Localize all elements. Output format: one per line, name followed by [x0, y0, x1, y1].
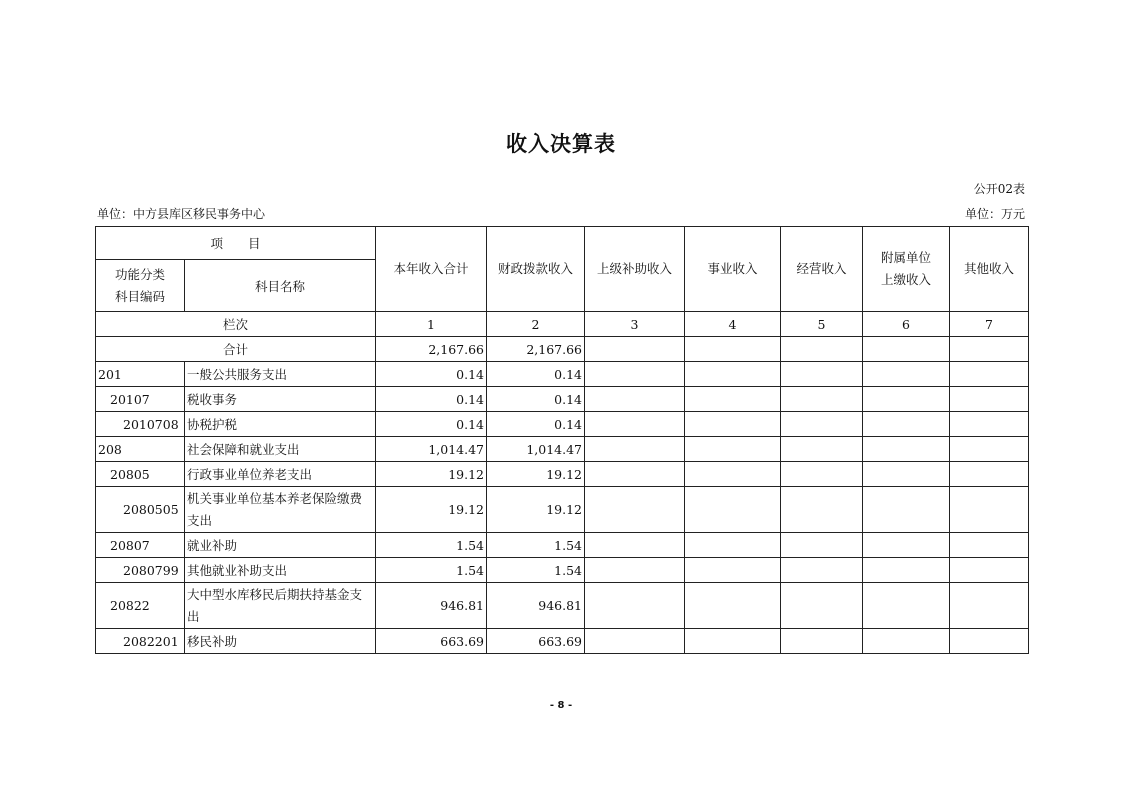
row-name: 就业补助 — [185, 533, 376, 558]
row-value-3 — [585, 462, 685, 487]
form-number: 公开02表 — [973, 182, 1025, 196]
header-col-2: 财政拨款收入 — [487, 227, 585, 312]
row-value-3 — [585, 362, 685, 387]
row-value-4 — [685, 437, 781, 462]
row-name: 行政事业单位养老支出 — [185, 462, 376, 487]
row-value-3 — [585, 387, 685, 412]
serial-6: 6 — [863, 312, 950, 337]
row-value-5 — [781, 437, 863, 462]
row-code: 2082201 — [96, 629, 185, 654]
table-row — [96, 629, 1029, 654]
row-value-5 — [781, 583, 863, 629]
table-row — [96, 412, 1029, 437]
row-value-2: 19.12 — [487, 487, 585, 533]
header-code: 功能分类 科目编码 — [96, 260, 185, 312]
row-name: 大中型水库移民后期扶持基金支出 — [185, 583, 376, 629]
header-col-1: 本年收入合计 — [376, 227, 487, 312]
total-value-6 — [863, 337, 950, 362]
total-value-7 — [950, 337, 1029, 362]
row-code: 201 — [96, 362, 185, 387]
row-value-2: 1.54 — [487, 558, 585, 583]
table-row — [96, 362, 1029, 387]
total-value-3 — [585, 337, 685, 362]
row-value-2: 1.54 — [487, 533, 585, 558]
row-value-7 — [950, 412, 1029, 437]
row-value-6 — [863, 437, 950, 462]
header-col-4: 事业收入 — [685, 227, 781, 312]
row-value-4 — [685, 558, 781, 583]
row-code: 20807 — [96, 533, 185, 558]
row-value-2: 0.14 — [487, 362, 585, 387]
serial-4: 4 — [685, 312, 781, 337]
row-value-4 — [685, 362, 781, 387]
total-value-1: 2,167.66 — [376, 337, 487, 362]
total-value-4 — [685, 337, 781, 362]
row-value-2: 19.12 — [487, 462, 585, 487]
row-code: 20805 — [96, 462, 185, 487]
row-value-4 — [685, 583, 781, 629]
row-name: 协税护税 — [185, 412, 376, 437]
row-value-3 — [585, 437, 685, 462]
row-value-1: 0.14 — [376, 362, 487, 387]
row-value-7 — [950, 629, 1029, 654]
row-value-7 — [950, 437, 1029, 462]
table-row — [96, 437, 1029, 462]
row-value-4 — [685, 533, 781, 558]
row-value-1: 663.69 — [376, 629, 487, 654]
row-value-4 — [685, 387, 781, 412]
page-number: - 8 - — [549, 700, 573, 711]
row-value-5 — [781, 362, 863, 387]
row-name: 一般公共服务支出 — [185, 362, 376, 387]
row-name: 移民补助 — [185, 629, 376, 654]
row-value-5 — [781, 387, 863, 412]
row-value-5 — [781, 462, 863, 487]
row-value-3 — [585, 487, 685, 533]
row-name: 机关事业单位基本养老保险缴费支出 — [185, 487, 376, 533]
row-value-3 — [585, 629, 685, 654]
table-row — [96, 558, 1029, 583]
row-value-2: 0.14 — [487, 387, 585, 412]
row-value-4 — [685, 412, 781, 437]
table-row — [96, 583, 1029, 629]
serial-5: 5 — [781, 312, 863, 337]
serial-2: 2 — [487, 312, 585, 337]
row-value-1: 0.14 — [376, 412, 487, 437]
total-value-2: 2,167.66 — [487, 337, 585, 362]
table-row — [96, 533, 1029, 558]
total-label: 合计 — [96, 337, 376, 362]
row-value-3 — [585, 412, 685, 437]
table-row — [96, 462, 1029, 487]
header-col-6: 附属单位 上缴收入 — [863, 227, 950, 312]
header-name: 科目名称 — [185, 260, 376, 312]
row-value-5 — [781, 533, 863, 558]
row-code: 2010708 — [96, 412, 185, 437]
row-value-3 — [585, 558, 685, 583]
row-value-7 — [950, 583, 1029, 629]
row-value-7 — [950, 533, 1029, 558]
serial-3: 3 — [585, 312, 685, 337]
row-value-5 — [781, 629, 863, 654]
row-name: 税收事务 — [185, 387, 376, 412]
row-value-7 — [950, 487, 1029, 533]
row-value-4 — [685, 487, 781, 533]
row-value-1: 1.54 — [376, 558, 487, 583]
row-value-2: 0.14 — [487, 412, 585, 437]
serial-label: 栏次 — [96, 312, 376, 337]
row-value-4 — [685, 629, 781, 654]
table-row — [96, 487, 1029, 533]
total-value-5 — [781, 337, 863, 362]
header-col-7: 其他收入 — [950, 227, 1029, 312]
row-value-7 — [950, 387, 1029, 412]
header-item: 项 目 — [96, 227, 376, 260]
row-value-7 — [950, 558, 1029, 583]
table-row — [96, 387, 1029, 412]
row-code: 20107 — [96, 387, 185, 412]
currency-unit: 单位：万元 — [964, 207, 1025, 221]
row-value-6 — [863, 629, 950, 654]
row-value-5 — [781, 558, 863, 583]
row-value-1: 19.12 — [376, 487, 487, 533]
row-name: 其他就业补助支出 — [185, 558, 376, 583]
row-value-1: 1.54 — [376, 533, 487, 558]
row-value-2: 1,014.47 — [487, 437, 585, 462]
row-value-6 — [863, 487, 950, 533]
row-value-7 — [950, 362, 1029, 387]
row-value-1: 1,014.47 — [376, 437, 487, 462]
serial-1: 1 — [376, 312, 487, 337]
row-value-1: 0.14 — [376, 387, 487, 412]
row-value-6 — [863, 583, 950, 629]
row-code: 2080505 — [96, 487, 185, 533]
row-value-6 — [863, 387, 950, 412]
row-value-6 — [863, 462, 950, 487]
reporting-unit: 单位：中方县库区移民事务中心 — [97, 207, 266, 221]
row-value-6 — [863, 533, 950, 558]
row-value-2: 663.69 — [487, 629, 585, 654]
row-value-1: 19.12 — [376, 462, 487, 487]
row-value-5 — [781, 412, 863, 437]
row-code: 208 — [96, 437, 185, 462]
row-value-4 — [685, 462, 781, 487]
row-value-2: 946.81 — [487, 583, 585, 629]
page-title: 收入决算表 — [506, 131, 616, 156]
row-value-6 — [863, 412, 950, 437]
row-code: 20822 — [96, 583, 185, 629]
row-value-3 — [585, 533, 685, 558]
row-value-6 — [863, 558, 950, 583]
row-value-1: 946.81 — [376, 583, 487, 629]
header-col-3: 上级补助收入 — [585, 227, 685, 312]
row-value-5 — [781, 487, 863, 533]
serial-7: 7 — [950, 312, 1029, 337]
row-code: 2080799 — [96, 558, 185, 583]
row-value-7 — [950, 462, 1029, 487]
income-table — [95, 226, 1029, 654]
row-name: 社会保障和就业支出 — [185, 437, 376, 462]
header-col-5: 经营收入 — [781, 227, 863, 312]
row-value-6 — [863, 362, 950, 387]
row-value-3 — [585, 583, 685, 629]
